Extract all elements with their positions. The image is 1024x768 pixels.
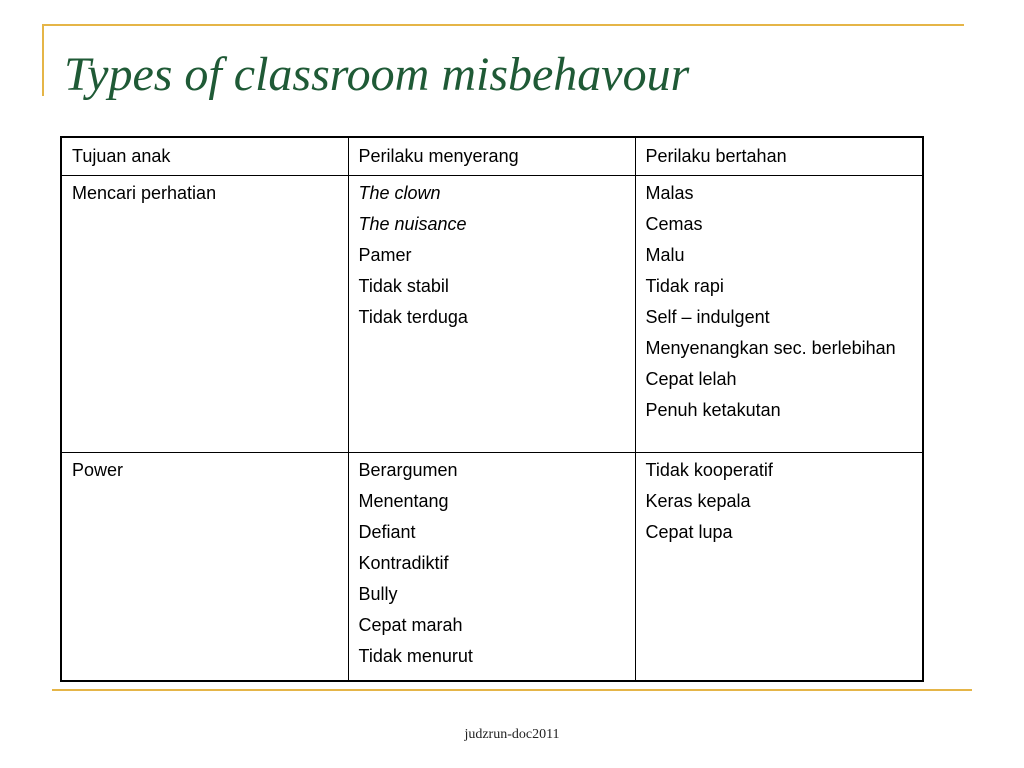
defensive-cell <box>635 176 923 453</box>
left-accent-rule <box>42 24 44 96</box>
defensive-behaviour-item: Cepat lelah <box>645 369 737 389</box>
goal-cell <box>61 176 348 453</box>
footer-text: judzrun-doc2011 <box>464 727 560 742</box>
aggressive-behaviour-item: Defiant <box>358 522 416 542</box>
defensive-behaviour-item: Cemas <box>645 214 703 234</box>
aggressive-behaviour-item: Bully <box>358 584 398 604</box>
slide-footer <box>0 727 1024 743</box>
aggressive-behaviour-item: Tidak terduga <box>358 307 468 327</box>
table-row <box>61 453 923 682</box>
defensive-behaviour-item: Tidak rapi <box>645 276 724 296</box>
defensive-behaviour-item: Malas <box>645 183 694 203</box>
aggressive-behaviour-item: Pamer <box>358 245 412 265</box>
misbehaviour-table <box>60 136 924 682</box>
goal-cell <box>61 453 348 682</box>
header-defensive: Perilaku bertahan <box>635 137 923 176</box>
aggressive-behaviour-item: Cepat marah <box>358 615 463 635</box>
aggressive-behaviour-item: Berargumen <box>358 460 458 480</box>
aggressive-cell <box>348 453 635 682</box>
aggressive-behaviour-item: Menentang <box>358 491 449 511</box>
aggressive-behaviour-item: Tidak stabil <box>358 276 449 296</box>
table-header-row <box>61 137 923 176</box>
aggressive-behaviour-item: The clown <box>358 183 441 203</box>
defensive-behaviour-item: Cepat lupa <box>645 522 733 542</box>
goal-text: Mencari perhatian <box>72 183 217 203</box>
aggressive-behaviour-item: The nuisance <box>358 214 467 234</box>
bottom-accent-rule <box>52 689 972 691</box>
header-aggressive: Perilaku menyerang <box>348 137 635 176</box>
defensive-cell <box>635 453 923 682</box>
slide-title: Types of classroom misbehavour <box>64 48 690 101</box>
header-goal: Tujuan anak <box>61 137 348 176</box>
defensive-behaviour-item: Keras kepala <box>645 491 751 511</box>
aggressive-behaviour-item: Tidak menurut <box>358 646 473 666</box>
defensive-behaviour-item: Malu <box>645 245 685 265</box>
top-accent-rule <box>42 24 964 26</box>
defensive-behaviour-item: Menyenangkan sec. berlebihan <box>645 338 896 358</box>
defensive-behaviour-item: Penuh ketakutan <box>645 400 781 420</box>
aggressive-cell <box>348 176 635 453</box>
goal-text: Power <box>72 460 124 480</box>
aggressive-behaviour-item: Kontradiktif <box>358 553 449 573</box>
defensive-behaviour-item: Tidak kooperatif <box>645 460 773 480</box>
defensive-behaviour-item: Self – indulgent <box>645 307 770 327</box>
table-row <box>61 176 923 453</box>
